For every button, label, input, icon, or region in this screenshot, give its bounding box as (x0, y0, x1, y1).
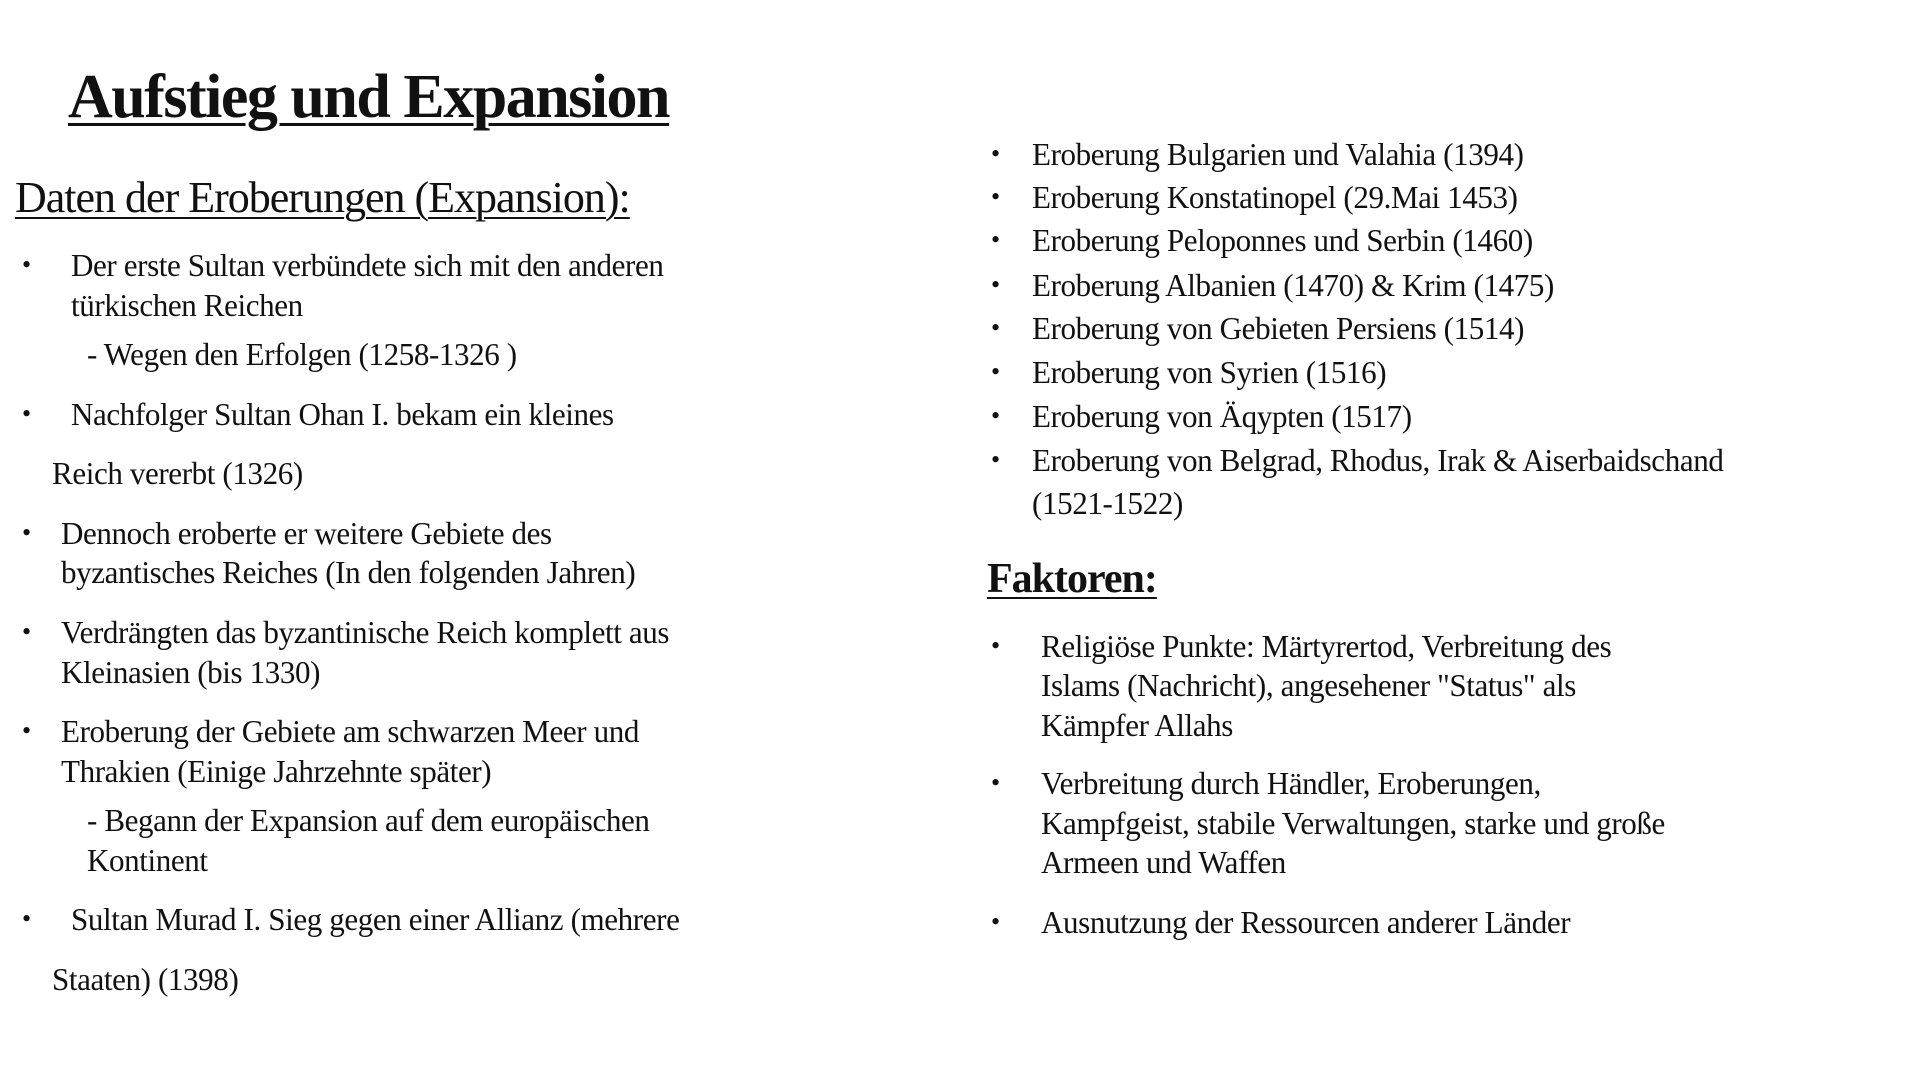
list-item-line: Dennoch eroberte er weitere Gebiete des (61, 515, 552, 551)
bullet-icon: • (22, 716, 32, 745)
list-item-line: Verdrängten das byzantinische Reich komplett aus (61, 614, 670, 650)
list-item-line: Kämpfer Allahs (1041, 707, 1233, 743)
list-item-line: Armeen und Waffen (1041, 844, 1286, 880)
list-item-line: Eroberung von Belgrad, Rhodus, Irak & Aiserbaidschand (1032, 442, 1724, 478)
bullet-icon: • (991, 225, 1001, 254)
list-item-line: Staaten) (1398) (52, 961, 239, 997)
list-item-line: Eroberung der Gebiete am schwarzen Meer und (61, 713, 639, 749)
bullet-icon: • (22, 250, 32, 279)
list-item-line: Eroberung Konstatinopel (29.Mai 1453) (1032, 179, 1518, 215)
list-item-line: Religiöse Punkte: Märtyrertod, Verbreitung des (1041, 628, 1612, 664)
list-item-line: Eroberung von Gebieten Persiens (1514) (1032, 310, 1525, 346)
list-item-line: Reich vererbt (1326) (52, 455, 303, 491)
list-item-line: Eroberung Bulgarien und Valahia (1394) (1032, 136, 1524, 172)
list-subitem-line: - Wegen den Erfolgen (1258-1326 ) (87, 336, 517, 372)
list-subitem-line: Kontinent (87, 842, 208, 878)
list-item-line: byzantisches Reiches (In den folgenden Jahren) (61, 554, 636, 590)
list-item-line: Sultan Murad I. Sieg gegen einer Allianz (mehrere (71, 901, 680, 937)
list-item-line: Kleinasien (bis 1330) (61, 654, 321, 690)
page-title: Aufstieg und Expansion (68, 63, 670, 131)
list-item-line: Der erste Sultan verbündete sich mit den anderen (71, 247, 664, 283)
list-item-line: Verbreitung durch Händler, Eroberungen, (1041, 765, 1541, 801)
bullet-icon: • (22, 399, 32, 428)
list-item-line: Eroberung Albanien (1470) & Krim (1475) (1032, 267, 1554, 303)
bullet-icon: • (991, 313, 1001, 342)
bullet-icon: • (991, 139, 1001, 168)
list-item-line: Kampfgeist, stabile Verwaltungen, starke und große (1041, 805, 1665, 841)
section-heading-conquest-dates: Daten der Eroberungen (Expansion): (15, 173, 630, 222)
list-item-line: türkischen Reichen (71, 287, 303, 323)
bullet-icon: • (991, 445, 1001, 474)
list-item-line: Eroberung von Äqypten (1517) (1032, 398, 1412, 434)
bullet-icon: • (991, 907, 1001, 936)
bullet-icon: • (991, 270, 1001, 299)
bullet-icon: • (991, 182, 1001, 211)
list-item-line: Islams (Nachricht), angesehener "Status" als (1041, 667, 1576, 703)
list-subitem-line: - Begann der Expansion auf dem europäischen (87, 802, 650, 838)
list-item-line: Nachfolger Sultan Ohan I. bekam ein kleines (71, 396, 614, 432)
bullet-icon: • (22, 617, 32, 646)
list-item-line: (1521-1522) (1032, 485, 1183, 521)
section-heading-factors: Faktoren: (987, 556, 1157, 602)
bullet-icon: • (991, 768, 1001, 797)
list-item-line: Ausnutzung der Ressourcen anderer Länder (1041, 904, 1571, 940)
list-item-line: Eroberung Peloponnes und Serbin (1460) (1032, 222, 1533, 258)
bullet-icon: • (22, 518, 32, 547)
bullet-icon: • (991, 401, 1001, 430)
list-item-line: Thrakien (Einige Jahrzehnte später) (61, 753, 492, 789)
bullet-icon: • (22, 904, 32, 933)
bullet-icon: • (991, 357, 1001, 386)
bullet-icon: • (991, 631, 1001, 660)
list-item-line: Eroberung von Syrien (1516) (1032, 354, 1387, 390)
